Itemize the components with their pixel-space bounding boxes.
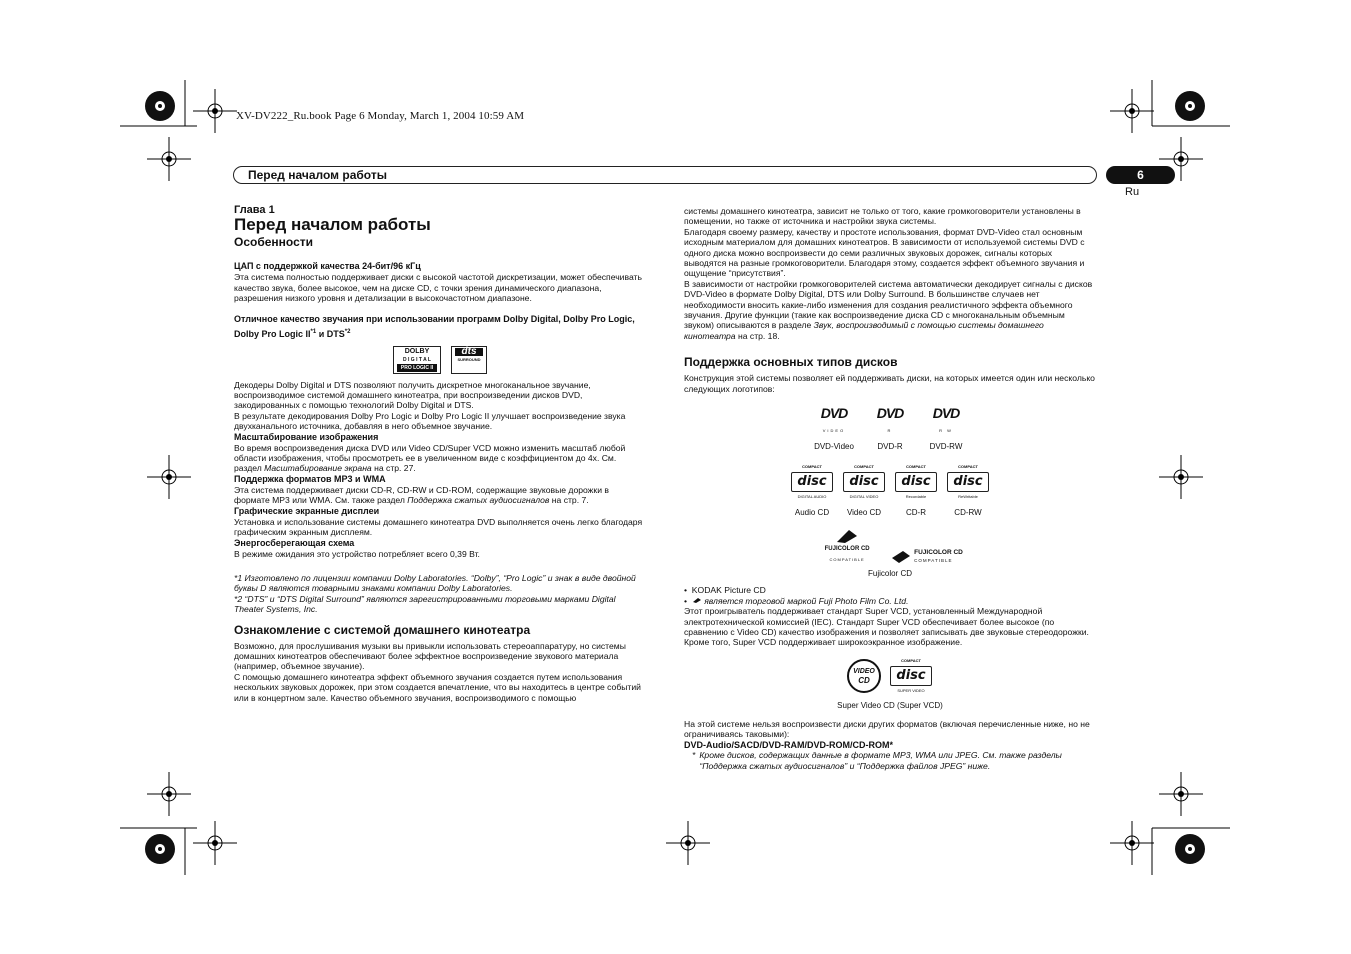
dvd-video-logo [809, 400, 859, 452]
page-language: Ru [1125, 186, 1140, 198]
cd-top: COMPACT [901, 657, 921, 663]
fujicolor-small-icon [692, 597, 702, 604]
feature-zoom-body: Во время воспроизведения диска DVD или Video CD/Super VCD можно изменить масштаб любой области изображения, чтобы просмотреть ее в увеличенном виде с коэффициентом до 4х. См. раздел [234, 442, 626, 474]
logo-caption: CD-RW [954, 507, 982, 517]
dvd-logo-row [684, 400, 1096, 452]
feature-eco-title: Энергосберегающая схема [234, 537, 355, 548]
features-heading: Особенности [234, 235, 314, 250]
feature-zoom-text [234, 443, 646, 474]
feature-osd-text: Установка и использование системы домашнего кинотеатра DVD выполняется очень легко благодаря графическим экранным дисплеям. [234, 516, 643, 538]
feature-dac-title: ЦАП с поддержкой качества 24-бит/96 кГц [234, 261, 421, 272]
nonplay-note-star: * [692, 750, 696, 761]
chapter-label: Глава 1 [234, 204, 275, 216]
running-header [233, 166, 1097, 184]
cd-top: COMPACT [854, 463, 874, 469]
dolby-logo-digital: D I G I T A L [403, 356, 431, 363]
right-para-2: Благодаря своему размеру, качеству и простоте использования, формат DVD-Video стал основным исходным материалом для домашних кинотеатров. В зависимости от используемой системы DVD с одного диска можно воспроизвести до семи различных звуковых дорожек, сигналы которых выводятся на разные громкоговорители. Благодаря этому, создается эффект объемного звучания и ощущение “присутствия”. [684, 226, 1085, 279]
right-column [684, 206, 1096, 771]
svcd-text: Этот проигрыватель поддерживает стандарт Super VCD, установленный Международной электротехнической комиссией (IEC). Стандарт Super VCD обеспечивает более высокое (по сравнению с Video CD) качество изображения и позволяет записывать две звуковые стереодорожки. Кроме того, Super VCD поддерживает широкоэкранное изображение. [684, 606, 1089, 648]
dts-logo-sub: SURROUND [457, 356, 481, 362]
cd-top: COMPACT [906, 463, 926, 469]
bullet-fuji-text: является торговой маркой Fuji Photo Film Co. Ltd. [704, 595, 909, 606]
fuji-text: FUJICOLOR CD [914, 548, 963, 556]
right-para-1: системы домашнего кинотеатра, зависит не только от того, какие громкоговорители установлены в помещении, но также от источника и настройки звука системы. [684, 206, 1081, 227]
dolby-logo-pl2: PRO LOGIC II [397, 364, 437, 372]
dvd-rw-logo [921, 400, 971, 452]
dts-logo-text: dts [455, 348, 483, 356]
fujicolor-caption: Fujicolor CD [867, 568, 912, 578]
dts-logo [451, 346, 487, 374]
cd-mark: disc [947, 472, 989, 492]
cd-mark: disc [791, 472, 833, 492]
cd-sub: SUPER VIDEO [897, 688, 925, 694]
feature-zoom-ref: Масштабирование экрана [264, 463, 372, 474]
fuji-sub: COMPATIBLE [829, 556, 865, 562]
super-video-cd-logo [889, 656, 933, 697]
fujicolor-logo-2 [891, 549, 963, 565]
header-title: Перед началом работы [248, 168, 387, 182]
footnote-2: *2 “DTS” и “DTS Digital Surround” являются зарегистрированными торговыми марками Digital Theater Systems, Inc. [234, 593, 616, 615]
nonplay-note [692, 750, 1096, 771]
home-theater-text-1: Возможно, для прослушивания музыки вы привыкли использовать стереоаппаратуру, но системы домашних кинотеатров обеспечивают более эффектное воспроизведение звукового материала (например, объемное звучание). [234, 640, 626, 672]
feature-zoom-end: на стр. 27. [371, 463, 416, 474]
feature-dolby-text-2: В результате декодирования Dolby Pro Logic и Dolby Pro Logic II улучшает воспроизведение звука двухканального источника, добавляя в него объемное звучание. [234, 410, 626, 432]
fujicolor-film-icon [835, 528, 859, 544]
vcd-text: VIDEO [853, 668, 875, 676]
bullet-fuji: • является торговой маркой Fuji Photo Film Co. Ltd. [684, 595, 909, 606]
feature-dolby-title [234, 313, 646, 341]
cd-mark: disc [890, 666, 932, 686]
logo-caption: Audio CD [794, 507, 830, 517]
fuji-text-block [914, 549, 963, 565]
fujicolor-logo-1 [817, 528, 877, 565]
dvd-r-logo [865, 400, 915, 452]
feature-dolby-text-1: Декодеры Dolby Digital и DTS позволяют получить дискретное многоканальное звучание, воспроизводимое системой домашнего кинотеатра, при воспроизведении дисков DVD, закодированных с помощью технологий Dolby Digital и DTS. [234, 379, 591, 411]
left-column [234, 205, 646, 703]
dolby-logo-text: DOLBY [404, 347, 430, 355]
cd-top: COMPACT [958, 463, 978, 469]
page-title: Перед началом работы [234, 215, 431, 235]
logo-caption: DVD-R [877, 441, 903, 451]
feature-osd-title: Графические экранные дисплеи [234, 505, 380, 516]
cd-mark: disc [843, 472, 885, 492]
feature-dolby-and: и DTS [316, 328, 345, 339]
right-para-3-body: В зависимости от настройки громкоговорителей система автоматически декодирует сигналы с дисков DVD-Video в формате Dolby Digital, DTS или Dolby Surround. В большинстве случаев нет необходимости вносить какие-либо изменения для создания реалистичного эффекта объемного звучания. Другие функции (такие как воспроизведение диска CD с многоканальным объемным звуком) описываются в разделе [684, 278, 1093, 331]
nonplay-note-text: Кроме дисков, содержащих данные в формате MP3, WMA или JPEG. См. также разделы “Поддержка сжатых аудиосигналов” и “Поддержка файлов JPEG” ниже. [699, 750, 1062, 771]
dvd-sub: VIDEO [822, 428, 846, 434]
cd-rw-logo [943, 462, 993, 518]
file-info-line: XV-DV222_Ru.book Page 6 Monday, March 1, 2004 10:59 AM [236, 110, 525, 122]
bullet-kodak: • KODAK Picture CD [684, 585, 766, 596]
feature-mp3-text [234, 485, 646, 506]
feature-dolby-title-text: Отличное качество звучания при использовании программ Dolby Digital, Dolby Pro Logic, Dolby Pro Logic II [234, 313, 635, 339]
feature-mp3-end: на стр. 7. [549, 495, 589, 506]
dvd-mark: DVD [932, 404, 960, 421]
feature-eco-text: В режиме ожидания это устройство потребляет всего 0,39 Вт. [234, 548, 480, 559]
fujicolor-logos [684, 528, 1096, 565]
logo-caption: Video CD [846, 507, 882, 517]
home-theater-text-2: С помощью домашнего кинотеатра эффект объемного звучания создается путем использования нескольких звуковых дорожек, при этом создается впечатление, что вы находитесь в центре событий или в концертном зале. Качество объемного звучания, воспроизводимого с помощью [234, 671, 641, 703]
footnote-ref-2: *2 [344, 328, 351, 335]
audio-cd-logo [787, 462, 837, 518]
feature-mp3-ref: Поддержка сжатых аудиосигналов [407, 495, 550, 506]
right-para-3 [684, 279, 1096, 341]
logo-caption: DVD-RW [929, 441, 963, 451]
cd-logo-row [684, 462, 1096, 518]
cd-sub: ReWritable [958, 494, 978, 500]
feature-dac-text: Эта система полностью поддерживает диски с высокой частотой дискретизации, может обеспечивать качество звука, более высокое, чем на диске CD, с точки зрения динамического диапазона, разрешения низкого уровня и детализации в высокочастотном диапазоне. [234, 272, 642, 304]
cd-sub: Recordable [905, 494, 927, 500]
fuji-text: FUJICOLOR CD [824, 546, 870, 553]
svcd-logos [684, 656, 1096, 697]
bullet-kodak-text: KODAK Picture CD [691, 585, 766, 596]
fujicolor-film-icon [891, 550, 911, 564]
dvd-sub: R W [939, 428, 953, 434]
fuji-sub: COMPATIBLE [914, 557, 953, 563]
dvd-sub: R [887, 428, 893, 434]
discs-intro: Конструкция этой системы позволяет ей поддерживать диски, на которых имеется один или несколько следующих логотипов: [684, 373, 1095, 394]
logo-caption: DVD-Video [814, 441, 854, 451]
audio-format-logos [234, 346, 646, 374]
video-cd-logo [839, 462, 889, 518]
dolby-pro-logic-logo [393, 346, 441, 374]
nonplay-formats: DVD-Audio/SACD/DVD-RAM/DVD-ROM/CD-ROM* [684, 739, 893, 750]
feature-mp3-title: Поддержка форматов MP3 и WMA [234, 473, 386, 484]
discs-heading: Поддержка основных типов дисков [684, 355, 898, 370]
cd-r-logo [891, 462, 941, 518]
dvd-mark: DVD [876, 404, 904, 421]
cd-sub: DIGITAL VIDEO [849, 494, 879, 500]
cd-top: COMPACT [802, 463, 822, 469]
video-cd-round-logo [847, 659, 881, 693]
cd-sub: DIGITAL AUDIO [797, 494, 827, 500]
vcd-cd: CD [858, 676, 870, 686]
logo-caption: CD-R [906, 507, 926, 517]
footnote-1: *1 Изготовлено по лицензии компании Dolby Laboratories. “Dolby”, “Pro Logic” и знак в виде двойной буквы D являются товарными знаками компании Dolby Laboratories. [234, 572, 636, 594]
feature-mp3-body: Эта система поддерживает диски CD-R, CD-RW и CD-ROM, содержащие звуковые дорожки в формате MP3 или WMA. См. также раздел [234, 484, 609, 506]
cd-mark: disc [895, 472, 937, 492]
right-para-3-end: на стр. 18. [735, 330, 780, 341]
page-number-badge: 6 [1106, 166, 1175, 184]
svcd-caption: Super Video CD (Super VCD) [837, 700, 943, 710]
home-theater-heading: Ознакомление с системой домашнего кинотеатра [234, 622, 531, 637]
nonplay-text: На этой системе нельзя воспроизвести диски других форматов (включая перечисленные ниже, но не ограничиваясь таковыми): [684, 719, 1090, 740]
footnote-ref-1: *1 [310, 328, 317, 335]
feature-zoom-title: Масштабирование изображения [234, 431, 379, 442]
right-para-3-ref: Звук, воспроизводимый с помощью системы домашнего кинотеатра [684, 320, 1044, 341]
dvd-mark: DVD [820, 404, 848, 421]
